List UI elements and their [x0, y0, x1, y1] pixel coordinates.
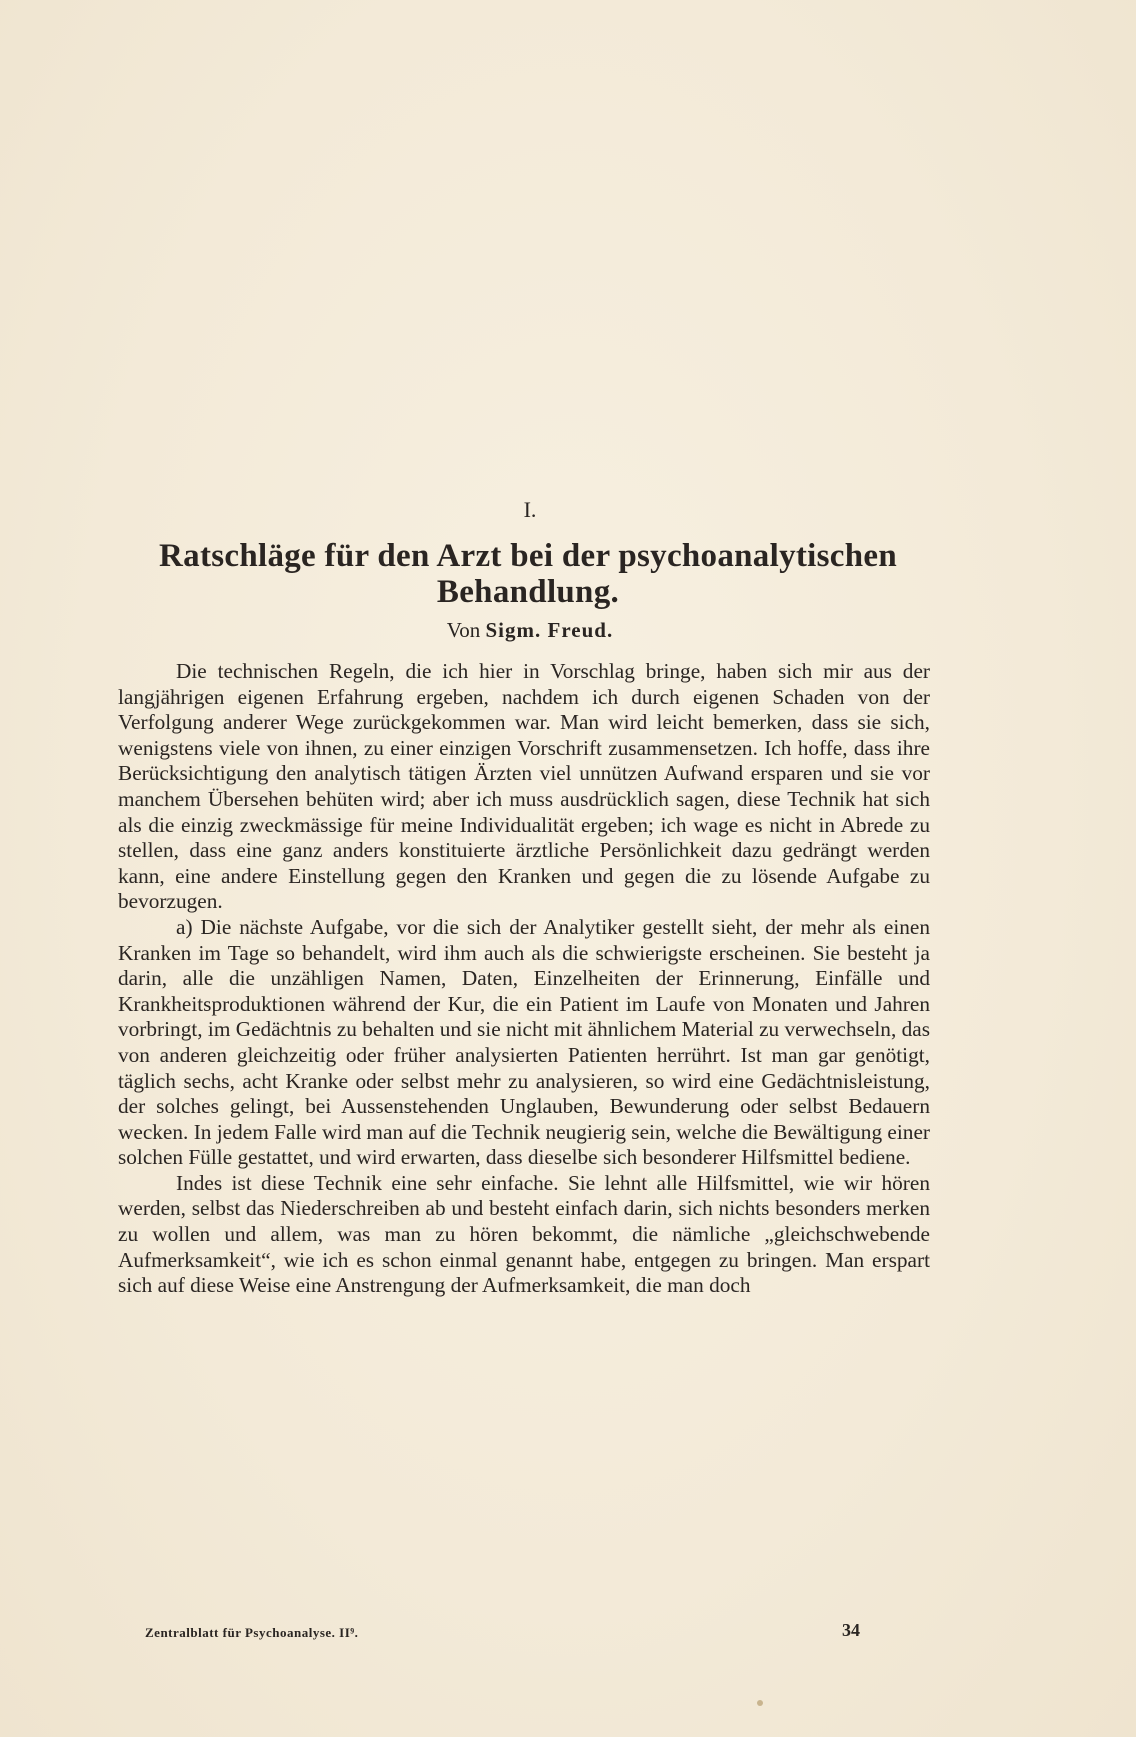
author-name: Sigm. Freud.	[485, 618, 614, 642]
footer-signature: 34	[842, 1620, 860, 1640]
section-number: I.	[523, 497, 537, 522]
paragraph-1: Die technischen Regeln, die ich hier in Vorschlag bringe, haben sich mir aus der langjährigen eigenen Erfahrung ergeben, nachdem ich durch eigenen Schaden von der Verfolgung anderer Wege zurückgekommen war. Man wird leicht bemerken, dass sie sich, wenigstens viele von ihnen, zu einer einzigen Vorschrift zusammensetzen. Ich hoffe, dass ihre Berücksichtigung den analytisch tätigen Ärzten viel unnützen Aufwand ersparen und sie vor manchem Übersehen behüten wird; aber ich muss ausdrücklich sagen, diese Technik hat sich als die einzig zweckmässige für meine Individualität ergeben; ich wage es nicht in Abrede zu stellen, dass eine ganz anders konstituierte ärztliche Persönlichkeit dazu gedrängt werden kann, eine andere Einstellung gegen den Kranken und gegen die zu lösende Aufgabe zu bevorzugen.	[118, 659, 930, 914]
article-title	[118, 538, 938, 610]
paragraph-2: a) Die nächste Aufgabe, vor die sich der Analytiker gestellt sieht, der mehr als einen Kranken im Tage so behandelt, wird ihm auch als die schwierigste erscheinen. Sie besteht ja darin, alle die unzähligen Namen, Daten, Einzelheiten der Erinnerung, Einfälle und Krankheitsproduktionen während der Kur, die ein Patient im Laufe von Monaten und Jahren vorbringt, im Gedächtnis zu behalten und sie nicht mit ähnlichem Material zu verwechseln, das von anderen gleichzeitig oder früher analysierten Patienten herrührt. Ist man gar genötigt, täglich sechs, acht Kranke oder selbst mehr zu analysieren, so wird eine Gedächtnisleistung, der solches gelingt, bei Aussenstehenden Unglauben, Bewunderung oder selbst Bedauern wecken. In jedem Falle wird man auf die Technik neugierig sein, welche die Bewältigung einer solchen Fülle gestattet, und wird erwarten, dass dieselbe sich besonderer Hilfsmittel bediene.	[118, 914, 930, 1170]
paragraph-3: Indes ist diese Technik eine sehr einfache. Sie lehnt alle Hilfsmittel, wie wir hören werden, selbst das Niederschreiben ab und besteht einfach darin, sich nichts besonders merken zu wollen und allem, was man zu hören bekommt, die nämliche „gleichschwebende Aufmerksamkeit“, wie ich es schon einmal genannt habe, entgegen zu bringen. Man erspart sich auf diese Weise eine Anstrengung der Aufmerksamkeit, die man doch	[118, 1170, 930, 1298]
title-line-2: Behandlung.	[436, 574, 620, 610]
title-line-1: Ratschläge für den Arzt bei der psychoanalytischen	[159, 538, 897, 574]
author-prefix: Von	[446, 618, 481, 642]
paper-speck	[757, 1700, 763, 1706]
author-line	[0, 617, 1060, 643]
body-text	[118, 659, 930, 1299]
footer-journal: Zentralblatt für Psychoanalyse. II⁹.	[145, 1625, 359, 1640]
